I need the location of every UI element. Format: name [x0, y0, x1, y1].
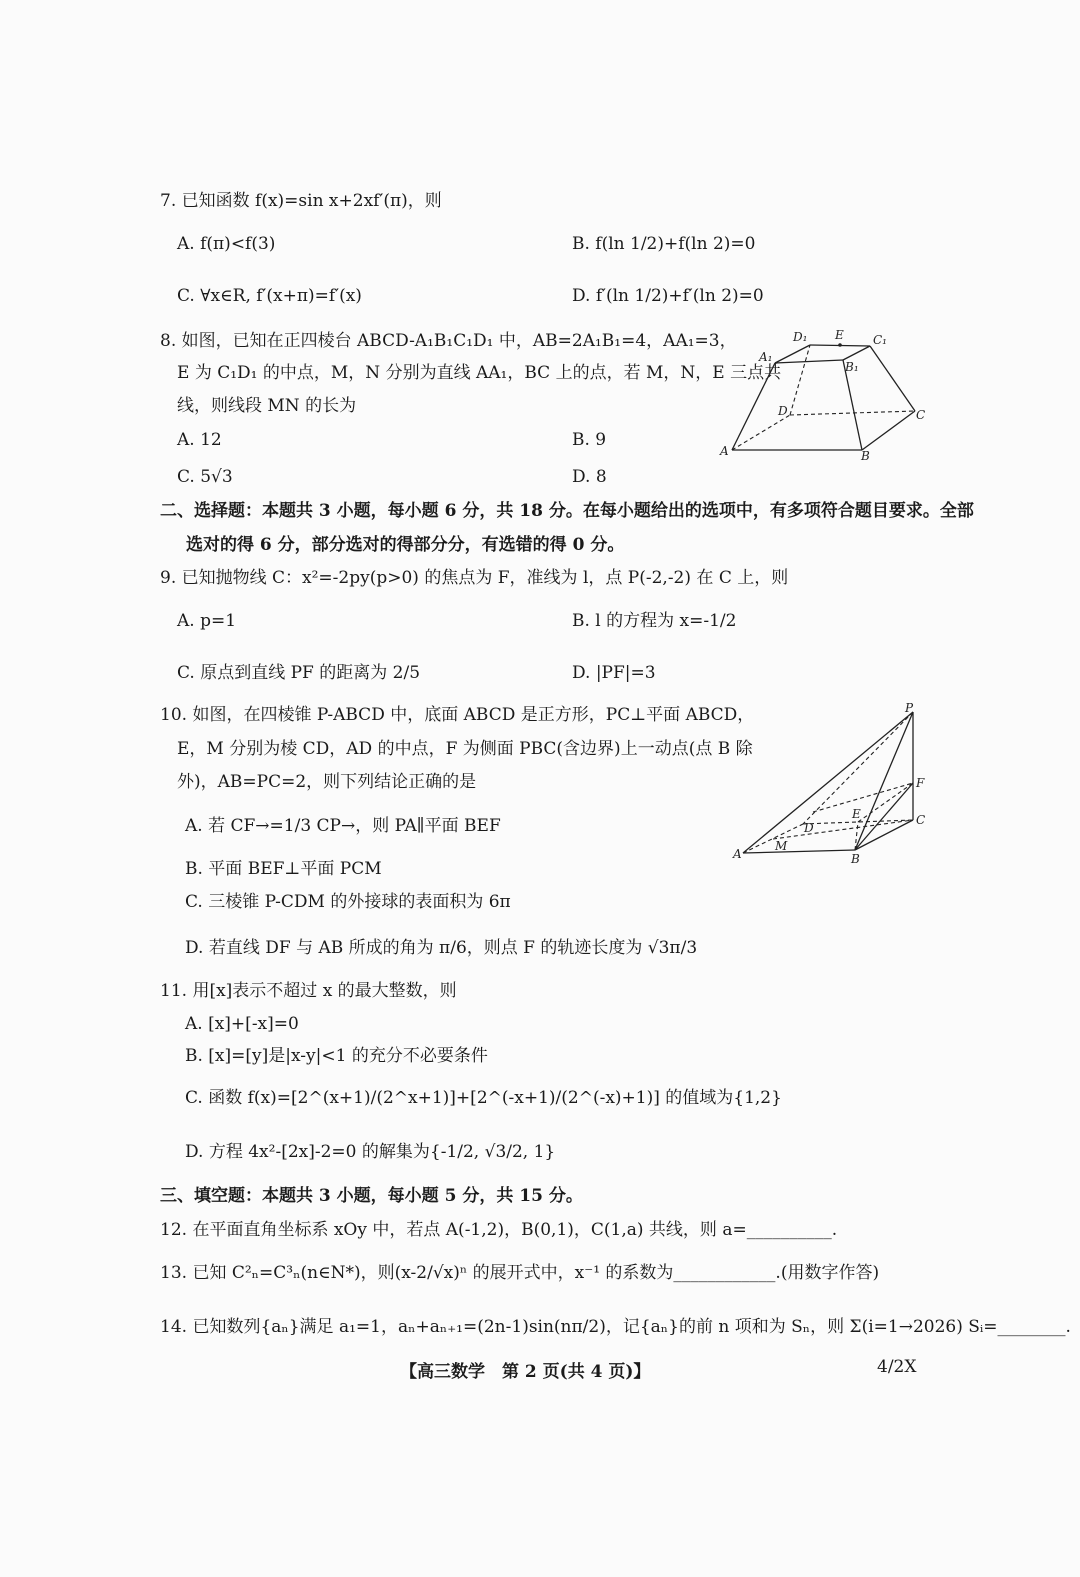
- label-c: C: [916, 408, 926, 422]
- hidden-segment-mc: [773, 820, 913, 839]
- edge-ab: [743, 850, 855, 853]
- edge-bc: [855, 820, 913, 850]
- q9-option-a: A. p=1: [177, 611, 237, 631]
- q8-option-c: C. 5√3: [177, 467, 233, 487]
- q10-option-c: C. 三棱锥 P-CDM 的外接球的表面积为 6π: [185, 892, 511, 912]
- label-c: C: [916, 813, 926, 827]
- frustum-figure: [715, 325, 930, 465]
- segment-bf: [855, 783, 913, 850]
- edge-aa1: [732, 363, 775, 450]
- edge-cc1: [870, 346, 915, 411]
- hidden-edge-dc: [790, 411, 915, 415]
- label-d: D: [804, 821, 814, 835]
- q11-option-b: B. [x]=[y]是|x-y|<1 的充分不必要条件: [185, 1046, 488, 1066]
- q7-option-a: A. f(π)<f(3): [177, 234, 276, 254]
- q8-option-a: A. 12: [177, 430, 222, 450]
- q11-option-c: C. 函数 f(x)=[2^(x+1)/(2^x+1)]+[2^(-x+1)/(2^(-x)+1)] 的值域为{1,2}: [185, 1088, 782, 1108]
- q7-stem: 7. 已知函数 f(x)=sin x+2xf′(π)，则: [160, 191, 442, 211]
- label-c1: C₁: [873, 333, 887, 347]
- edge-pb: [855, 712, 913, 850]
- point-e: [838, 343, 842, 347]
- q11-option-d: D. 方程 4x²-[2x]-2=0 的解集为{-1/2, √3/2, 1}: [185, 1142, 556, 1162]
- section2-heading: 二、选择题：本题共 3 小题，每小题 6 分，共 18 分。在每小题给出的选项中，有多项符合题目要求。全部: [160, 501, 974, 521]
- label-d1: D₁: [793, 330, 808, 344]
- label-b: B: [851, 852, 860, 866]
- q10-option-d: D. 若直线 DF 与 AB 所成的角为 π/6，则点 F 的轨迹长度为 √3π/3: [185, 938, 698, 958]
- label-b1: B₁: [845, 360, 859, 374]
- edge-pa: [743, 712, 913, 853]
- edge-bc: [862, 411, 915, 450]
- page-code: 4/2X: [877, 1357, 917, 1377]
- pyramid-figure: [728, 700, 938, 868]
- q13: 13. 已知 C²ₙ=C³ₙ(n∈N*)，则(x-2/√x)ⁿ 的展开式中，x⁻¹ 的系数为____________.(用数字作答): [160, 1263, 880, 1283]
- label-e: E: [852, 807, 861, 821]
- q12: 12. 在平面直角坐标系 xOy 中，若点 A(-1,2)，B(0,1)，C(1,a) 共线，则 a=__________.: [160, 1220, 838, 1240]
- edge-d1a1: [775, 345, 810, 363]
- q14: 14. 已知数列{aₙ}满足 a₁=1，aₙ+aₙ₊₁=(2n-1)sin(nπ/2)，记{aₙ}的前 n 项和为 Sₙ，则 Σ(i=1→2026) Sᵢ=________.: [160, 1317, 1071, 1337]
- q7-option-c: C. ∀x∈R, f′(x+π)=f′(x): [177, 286, 362, 306]
- q8-stem-line1: 8. 如图，已知在正四棱台 ABCD-A₁B₁C₁D₁ 中，AB=2A₁B₁=4，AA₁=3，: [160, 331, 737, 351]
- label-b: B: [861, 449, 870, 463]
- label-p: P: [905, 701, 914, 715]
- q10-option-a: A. 若 CF→=1/3 CP→，则 PA∥平面 BEF: [185, 816, 501, 836]
- hidden-segment-df: [813, 783, 913, 812]
- q7-option-b: B. f(ln 1/2)+f(ln 2)=0: [572, 234, 756, 254]
- label-e: E: [835, 328, 844, 342]
- q10-stem-line1: 10. 如图，在四棱锥 P-ABCD 中，底面 ABCD 是正方形，PC⊥平面 ABCD，: [160, 705, 755, 725]
- label-a: A: [720, 444, 729, 458]
- section3-heading: 三、填空题：本题共 3 小题，每小题 5 分，共 15 分。: [160, 1186, 583, 1206]
- q10-stem-line2: E，M 分别为棱 CD，AD 的中点，F 为侧面 PBC(含边界)上一动点(点 B 除: [177, 739, 753, 759]
- q8-stem-line2: E 为 C₁D₁ 的中点，M，N 分别为直线 AA₁，BC 上的点，若 M，N，E 三点共: [177, 363, 782, 383]
- q10-option-b: B. 平面 BEF⊥平面 PCM: [185, 859, 382, 879]
- q11-stem: 11. 用[x]表示不超过 x 的最大整数，则: [160, 981, 457, 1001]
- label-m: M: [775, 839, 788, 853]
- label-a1: A₁: [759, 350, 773, 364]
- edge-b1c1: [843, 346, 870, 360]
- q11-option-a: A. [x]+[-x]=0: [185, 1014, 299, 1034]
- label-a: A: [733, 847, 742, 861]
- q9-stem: 9. 已知抛物线 C：x²=-2py(p>0) 的焦点为 F，准线为 l，点 P(-2,-2) 在 C 上，则: [160, 568, 789, 588]
- q8-option-d: D. 8: [572, 467, 607, 487]
- page-footer: 【高三数学 第 2 页(共 4 页)】: [400, 1362, 651, 1382]
- q9-option-c: C. 原点到直线 PF 的距离为 2/5: [177, 663, 421, 683]
- q8-stem-line3: 线，则线段 MN 的长为: [177, 396, 357, 416]
- q10-stem-line3: 外)，AB=PC=2，则下列结论正确的是: [177, 772, 477, 792]
- q9-option-b: B. l 的方程为 x=-1/2: [572, 611, 737, 631]
- q9-option-d: D. |PF|=3: [572, 663, 656, 683]
- hidden-segment-ef: [858, 783, 913, 822]
- label-f: F: [916, 776, 925, 790]
- q7-option-d: D. f′(ln 1/2)+f′(ln 2)=0: [572, 286, 764, 306]
- section2-heading-cont: 选对的得 6 分，部分选对的得部分分，有选错的得 0 分。: [186, 535, 625, 555]
- hidden-edge-dd1: [790, 345, 810, 415]
- edge-a1b1: [775, 360, 843, 363]
- q8-option-b: B. 9: [572, 430, 607, 450]
- label-d: D: [778, 404, 788, 418]
